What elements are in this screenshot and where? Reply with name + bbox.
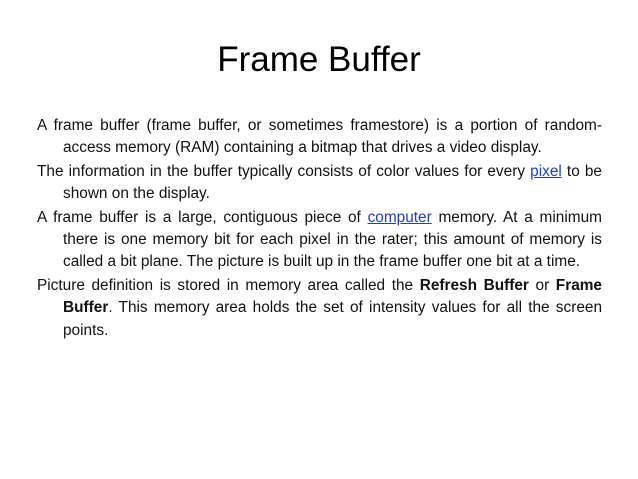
paragraph-memory [37,207,602,274]
paragraph-text: The information in the buffer typically consists of color values for every [37,162,531,180]
paragraph-text: . This memory area holds the set of intensity values for all the screen points. [63,299,602,339]
computer-link[interactable]: computer [367,208,432,226]
paragraph-information [37,161,602,206]
slide-title: Frame Buffer [217,40,421,79]
paragraph-text: memory. At a minimum there is one memory bit for each pixel in the rater; this amount of memory is called a bit plane. The picture is built up in the frame buffer one bit at a time. [63,208,602,271]
paragraph-definition [37,115,602,160]
paragraph-text: to be shown on the display. [63,162,602,203]
paragraph-text: A frame buffer is a large, contiguous piece of [37,208,368,226]
paragraph-text: Picture definition is stored in memory area called the [37,276,420,294]
paragraph-text: A frame buffer (frame buffer, or sometimes framestore) is a portion of random-access memory (RAM) containing a bitmap that drives a video display. [37,117,602,157]
frame-buffer-term: Frame Buffer [63,276,602,317]
paragraph-picture-definition [37,275,602,342]
refresh-buffer-term: Refresh Buffer [419,276,529,294]
pixel-link[interactable]: pixel [530,162,562,180]
paragraph-text: or [528,276,556,294]
slide-body [37,115,602,343]
